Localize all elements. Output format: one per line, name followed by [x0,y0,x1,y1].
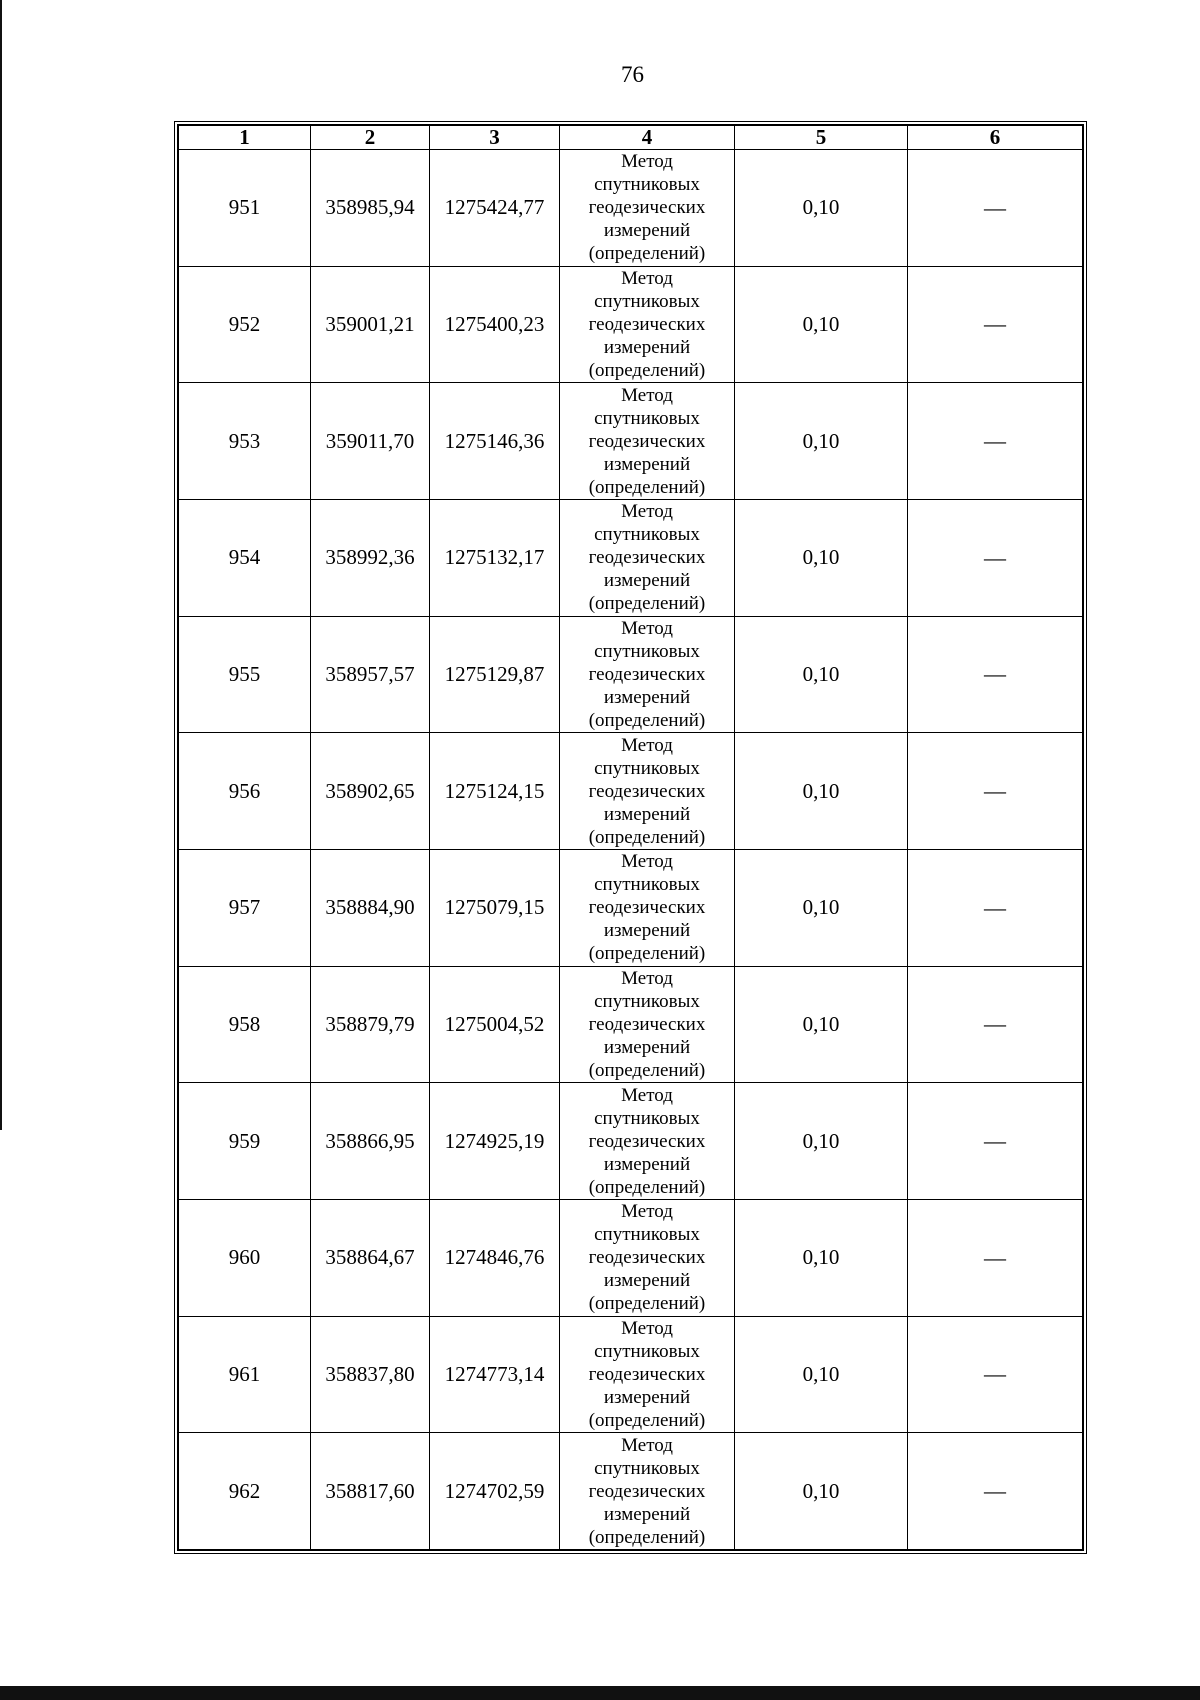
point-number-cell: 960 [179,1200,311,1317]
table-row [179,266,1083,383]
table-row [179,383,1083,500]
y-coordinate-cell: 1274702,59 [430,1433,560,1550]
method-line: (определений) [588,1293,706,1315]
method-cell [560,616,735,733]
table-row [179,150,1083,267]
table-body [179,150,1083,1550]
method-line: спутниковых [594,1340,700,1362]
point-number-cell: 956 [179,733,311,850]
method-cell [560,500,735,617]
x-coordinate-cell: 358884,90 [311,850,430,967]
y-coordinate-cell: 1275079,15 [430,850,560,967]
method-line: (определений) [588,826,706,848]
method-cell [560,1433,735,1550]
method-line: геодезических [588,197,706,219]
table-row [179,1083,1083,1200]
y-coordinate-cell: 1275146,36 [430,383,560,500]
method-line: Метод [621,1084,673,1106]
method-line: (определений) [588,943,706,965]
method-line: (определений) [588,710,706,732]
method-line: Метод [621,268,673,290]
note-cell: — [908,850,1083,967]
note-cell: — [908,966,1083,1083]
method-line: измерений [603,1270,691,1292]
y-coordinate-cell: 1275132,17 [430,500,560,617]
method-line: спутниковых [594,641,700,663]
method-line: геодезических [588,1363,706,1385]
method-line: Метод [621,851,673,873]
method-line: геодезических [588,780,706,802]
method-line: измерений [603,1503,691,1525]
point-number-cell: 962 [179,1433,311,1550]
x-coordinate-cell: 358957,57 [311,616,430,733]
table-row [179,1200,1083,1317]
note-cell: — [908,616,1083,733]
table-row [179,850,1083,967]
method-line: измерений [603,337,691,359]
method-line: (определений) [588,243,706,265]
table-row [179,616,1083,733]
method-cell [560,1083,735,1200]
method-line: (определений) [588,1409,706,1431]
method-line: геодезических [588,897,706,919]
accuracy-cell: 0,10 [735,150,908,267]
method-line: измерений [603,570,691,592]
table-row [179,966,1083,1083]
point-number-cell: 957 [179,850,311,967]
x-coordinate-cell: 359001,21 [311,266,430,383]
method-line: спутниковых [594,291,700,313]
header-col-5: 5 [735,126,908,150]
x-coordinate-cell: 358864,67 [311,1200,430,1317]
method-cell [560,1200,735,1317]
x-coordinate-cell: 358837,80 [311,1316,430,1433]
method-line: измерений [603,920,691,942]
x-coordinate-cell: 358866,95 [311,1083,430,1200]
method-cell [560,150,735,267]
method-line: спутниковых [594,1107,700,1129]
point-number-cell: 958 [179,966,311,1083]
note-cell: — [908,1433,1083,1550]
y-coordinate-cell: 1274846,76 [430,1200,560,1317]
method-line: Метод [621,151,673,173]
y-coordinate-cell: 1274773,14 [430,1316,560,1433]
method-line: геодезических [588,1014,706,1036]
method-cell [560,383,735,500]
point-number-cell: 951 [179,150,311,267]
table-row [179,733,1083,850]
note-cell: — [908,1200,1083,1317]
note-cell: — [908,1083,1083,1200]
method-line: (определений) [588,360,706,382]
method-line: геодезических [588,314,706,336]
method-line: спутниковых [594,991,700,1013]
method-line: Метод [621,968,673,990]
note-cell: — [908,150,1083,267]
method-line: спутниковых [594,407,700,429]
method-line: Метод [621,501,673,523]
accuracy-cell: 0,10 [735,1200,908,1317]
method-line: спутниковых [594,1457,700,1479]
method-line: спутниковых [594,524,700,546]
x-coordinate-cell: 358879,79 [311,966,430,1083]
note-cell: — [908,266,1083,383]
method-line: (определений) [588,593,706,615]
method-line: геодезических [588,1247,706,1269]
header-col-4: 4 [560,126,735,150]
x-coordinate-cell: 359011,70 [311,383,430,500]
method-cell [560,966,735,1083]
accuracy-cell: 0,10 [735,500,908,617]
note-cell: — [908,383,1083,500]
method-line: измерений [603,687,691,709]
header-col-2: 2 [311,126,430,150]
point-number-cell: 955 [179,616,311,733]
method-cell [560,850,735,967]
method-cell [560,1316,735,1433]
accuracy-cell: 0,10 [735,383,908,500]
note-cell: — [908,1316,1083,1433]
point-number-cell: 954 [179,500,311,617]
method-line: Метод [621,1434,673,1456]
scan-left-edge [0,0,2,1130]
method-line: измерений [603,1153,691,1175]
note-cell: — [908,500,1083,617]
scan-bottom-band [0,1686,1200,1700]
accuracy-cell: 0,10 [735,966,908,1083]
method-line: Метод [621,1201,673,1223]
method-line: геодезических [588,664,706,686]
table-header-row [179,126,1083,150]
method-line: спутниковых [594,874,700,896]
method-line: измерений [603,220,691,242]
method-line: геодезических [588,1480,706,1502]
method-line: измерений [603,803,691,825]
point-number-cell: 952 [179,266,311,383]
header-col-3: 3 [430,126,560,150]
method-line: (определений) [588,476,706,498]
method-line: геодезических [588,430,706,452]
header-col-6: 6 [908,126,1083,150]
x-coordinate-cell: 358992,36 [311,500,430,617]
accuracy-cell: 0,10 [735,850,908,967]
method-line: геодезических [588,547,706,569]
method-line: спутниковых [594,1224,700,1246]
coordinates-table-frame [174,121,1087,1554]
accuracy-cell: 0,10 [735,616,908,733]
point-number-cell: 959 [179,1083,311,1200]
method-line: геодезических [588,1130,706,1152]
method-cell [560,733,735,850]
y-coordinate-cell: 1275124,15 [430,733,560,850]
method-line: измерений [603,453,691,475]
method-line: Метод [621,618,673,640]
method-line: (определений) [588,1526,706,1548]
y-coordinate-cell: 1275129,87 [430,616,560,733]
x-coordinate-cell: 358985,94 [311,150,430,267]
method-line: спутниковых [594,757,700,779]
table-row [179,1316,1083,1433]
table-row [179,500,1083,617]
point-number-cell: 953 [179,383,311,500]
accuracy-cell: 0,10 [735,266,908,383]
method-line: Метод [621,734,673,756]
method-line: Метод [621,1317,673,1339]
y-coordinate-cell: 1274925,19 [430,1083,560,1200]
method-line: (определений) [588,1060,706,1082]
method-line: (определений) [588,1176,706,1198]
coordinates-table [178,125,1083,1550]
x-coordinate-cell: 358817,60 [311,1433,430,1550]
accuracy-cell: 0,10 [735,1316,908,1433]
header-col-1: 1 [179,126,311,150]
method-line: измерений [603,1386,691,1408]
point-number-cell: 961 [179,1316,311,1433]
note-cell: — [908,733,1083,850]
method-line: Метод [621,384,673,406]
page-number: 76 [621,62,644,87]
accuracy-cell: 0,10 [735,1433,908,1550]
x-coordinate-cell: 358902,65 [311,733,430,850]
method-line: измерений [603,1037,691,1059]
accuracy-cell: 0,10 [735,733,908,850]
method-line: спутниковых [594,174,700,196]
y-coordinate-cell: 1275424,77 [430,150,560,267]
y-coordinate-cell: 1275004,52 [430,966,560,1083]
accuracy-cell: 0,10 [735,1083,908,1200]
method-cell [560,266,735,383]
y-coordinate-cell: 1275400,23 [430,266,560,383]
table-row [179,1433,1083,1550]
